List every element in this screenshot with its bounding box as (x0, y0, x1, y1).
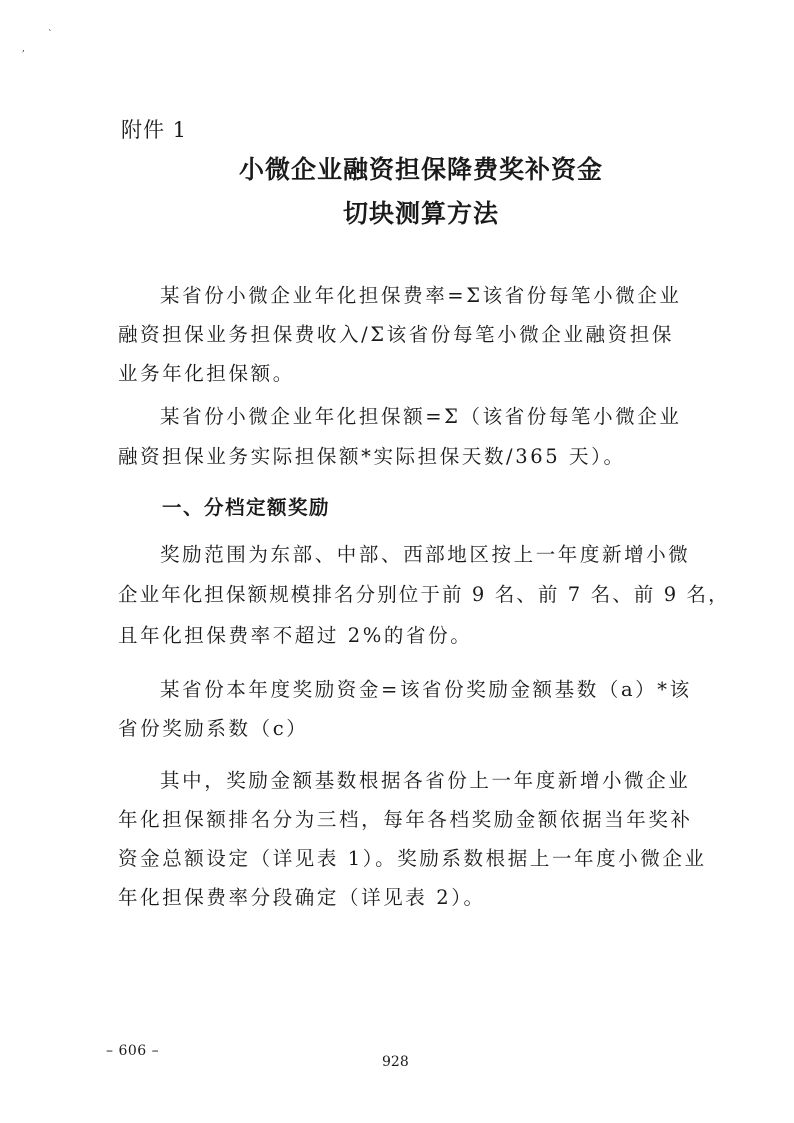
paragraph-line: 业务年化担保额。 (118, 362, 295, 385)
paragraph-line: 某省份本年度奖励资金=该省份奖励金额基数（a）*该 (160, 678, 692, 701)
paragraph-line: 融资担保业务实际担保额*实际担保天数/365 天）。 (118, 445, 626, 468)
paragraph-line: 融资担保业务担保费收入/Σ该省份每笔小微企业融资担保 (118, 323, 674, 346)
page-number-original: – 606 – (106, 1043, 160, 1059)
paragraph-line: 资金总额设定（详见表 1）。奖励系数根据上一年度小微企业 (118, 847, 707, 870)
scan-mark: , (22, 44, 25, 54)
paragraph-line: 其中，奖励金额基数根据各省份上一年度新增小微企业 (160, 769, 691, 792)
paragraph-line: 年化担保费率分段确定（详见表 2）。 (118, 886, 486, 909)
paragraph-line: 年化担保额排名分为三档，每年各档奖励金额依据当年奖补 (118, 808, 693, 831)
page-number: 928 (382, 1054, 409, 1070)
paragraph-line: 企业年化担保额规模排名分别位于前 9 名、前 7 名、前 9 名， (118, 583, 730, 606)
paragraph-line: 某省份小微企业年化担保费率=Σ该省份每笔小微企业 (160, 284, 682, 307)
attachment-label: 附件 1 (121, 118, 188, 142)
paragraph-line: 且年化担保费率不超过 2%的省份。 (118, 624, 473, 647)
paragraph-line: 某省份小微企业年化担保额=Σ（该省份每笔小微企业 (160, 405, 682, 428)
document-title-line-2: 切块测算方法 (342, 199, 499, 228)
section-heading: 一、分档定额奖励 (162, 496, 331, 519)
document-title-line-1: 小微企业融资担保降费奖补资金 (238, 155, 603, 184)
paragraph-line: 省份奖励系数（c） (118, 717, 309, 740)
scan-mark: ˋ (48, 30, 53, 40)
paragraph-line: 奖励范围为东部、中部、西部地区按上一年度新增小微 (160, 543, 691, 566)
